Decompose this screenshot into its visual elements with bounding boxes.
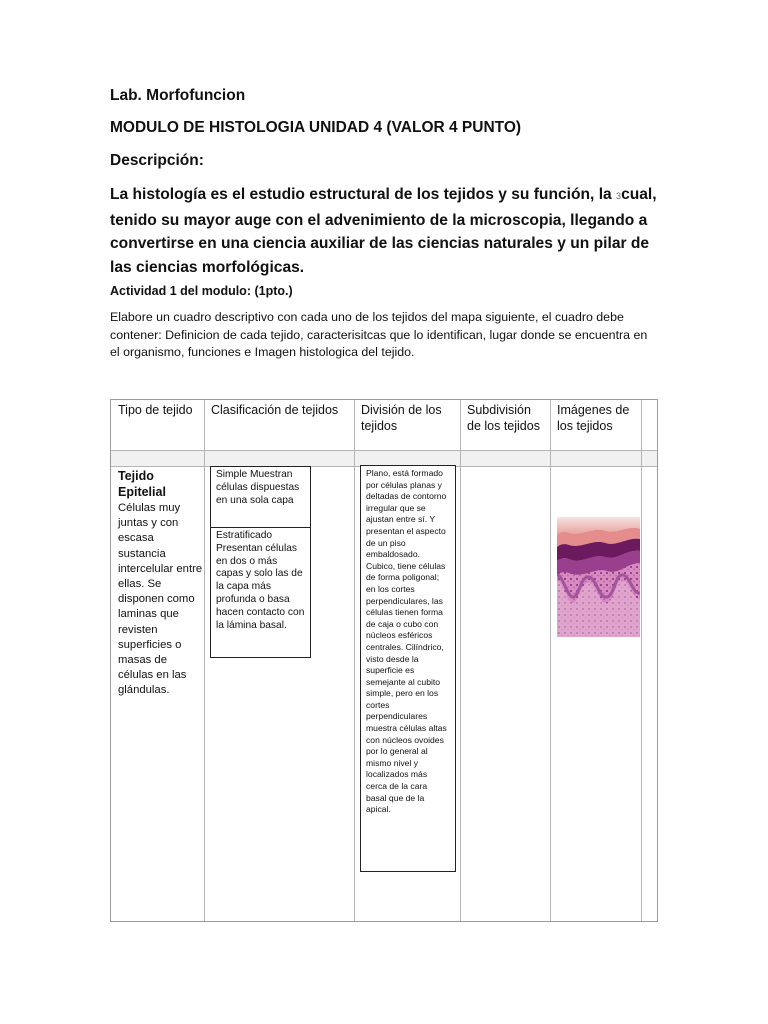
tissue-description: Células muy juntas y con escasa sustancia intercelular entre ellas. Se disponen como laminas que revisten superficies o masas de células en las glándulas. bbox=[118, 502, 203, 697]
table-column-divider bbox=[460, 400, 461, 921]
division-text: Plano, está formado por células planas y deltadas de contorno irregular que se ajustan entre sí. Y presentan el aspecto de un piso embaldosado. Cubico, tiene células de forma poligonal; en los cortes perpendiculares, las células tienen forma de caja o cubo con núcleos esféricos centrales. Cilíndrico, visto desde la superficie es semejante al cubito simple, pero en los cortes perpendiculares muestra células altas con núcleos ovoides por lo general al mismo nivel y localizados más cerca de la cara basal que de la apical. bbox=[366, 468, 447, 815]
table-column-divider bbox=[641, 400, 642, 921]
header-tipo: Tipo de tejido bbox=[118, 403, 193, 417]
intro-paragraph bbox=[110, 183, 658, 280]
tissue-name: Tejido Epitelial bbox=[118, 469, 166, 499]
intro-text-end: cual, tenido su mayor auge con el advenimiento de la microscopia, llegando a convertirse en una ciencia auxiliar de las ciencias naturales y un pilar de las ciencias morfológicas. bbox=[110, 186, 657, 277]
table-column-divider bbox=[550, 400, 551, 921]
activity-instructions: Elabore un cuadro descriptivo con cada uno de los tejidos del mapa siguiente, el cuadro debe contener: Definicion de cada tejido, caracterisitcas que lo identifican, lugar donde se encuentra en el organismo, funciones e Imagen histologica del tejido. bbox=[110, 310, 648, 359]
table-spacer-row bbox=[111, 450, 657, 466]
section-heading: Descripción: bbox=[110, 152, 204, 169]
classification-stratified-text: Estratificado Presentan células en dos o más capas y solo las de la capa más profunda o basa hacen contacto con la lámina basal. bbox=[216, 530, 305, 631]
division-box bbox=[360, 465, 456, 872]
classification-stratified-box bbox=[210, 527, 311, 658]
activity-title: Actividad 1 del modulo: (1pto.) bbox=[110, 284, 293, 298]
header-division: División de los tejidos bbox=[361, 403, 442, 433]
classification-simple-text: Simple Muestran células dispuestas en una sola capa bbox=[216, 469, 300, 506]
intro-mark: 3 bbox=[616, 191, 622, 201]
epithelium-micrograph bbox=[557, 517, 640, 637]
tissue-table bbox=[110, 399, 658, 922]
table-column-divider bbox=[204, 400, 205, 921]
table-divider bbox=[111, 450, 657, 451]
header-imagenes: Imágenes de los tejidos bbox=[557, 403, 630, 433]
classification-simple-box bbox=[210, 466, 311, 528]
intro-text-start: La histología es el estudio estructural de los tejidos y su función, la bbox=[110, 186, 617, 203]
header-subdivision: Subdivisión de los tejidos bbox=[467, 403, 540, 433]
table-column-divider bbox=[354, 400, 355, 921]
module-title: MODULO DE HISTOLOGIA UNIDAD 4 (VALOR 4 PUNTO) bbox=[110, 119, 522, 136]
lab-title: Lab. Morfofuncion bbox=[110, 87, 246, 104]
header-clasificacion: Clasificación de tejidos bbox=[211, 403, 339, 417]
